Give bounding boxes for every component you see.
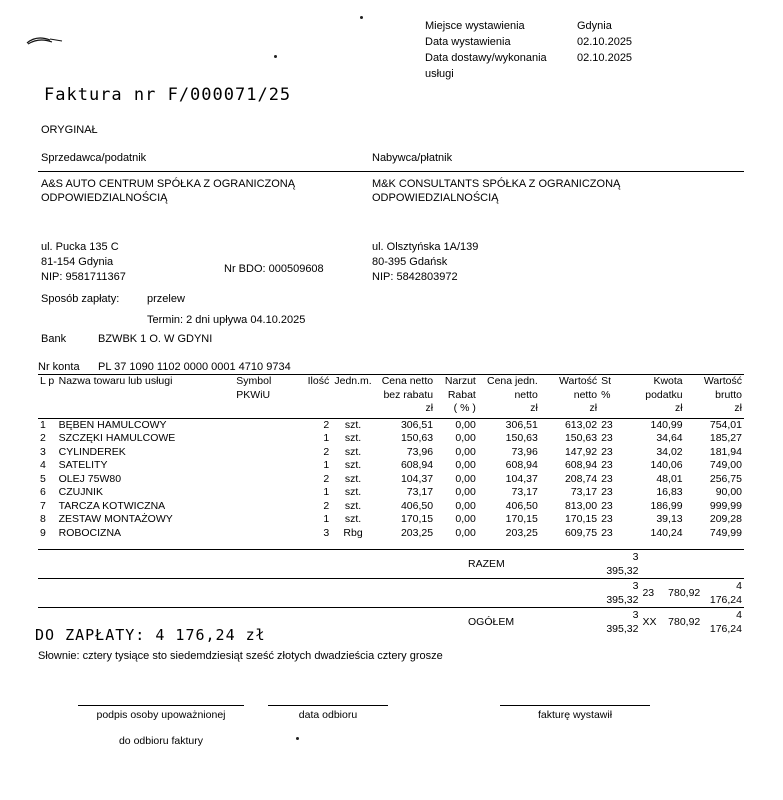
cell-lp: 9 — [40, 526, 46, 539]
seller-address — [41, 240, 126, 285]
cell-disc: 0,00 — [455, 459, 476, 471]
cell-pkwiu — [234, 446, 293, 460]
cell-disc: 0,00 — [455, 418, 476, 431]
summary-ogolem-gross: 4 176,24 — [702, 608, 744, 637]
cell-rate: 23 — [601, 445, 613, 458]
payment-term: Termin: 2 dni upływa 04.10.2025 — [147, 314, 306, 326]
summary-vat-rate: 23 — [640, 579, 661, 608]
ink-dot-icon — [274, 55, 277, 58]
meta-label-delivery-date: Data dostawy/wykonania usługi — [425, 52, 547, 80]
th-lp: L p — [38, 375, 57, 389]
th2-symbol: PKWiU — [236, 388, 271, 401]
cell-qty: 1 — [323, 432, 330, 444]
cell-net: 608,94 — [400, 459, 434, 471]
cell-net: 203,25 — [400, 526, 434, 539]
th2-unit-net: netto — [514, 388, 538, 401]
cell-net-u: 150,63 — [505, 432, 538, 444]
summary-row-razem — [38, 550, 744, 579]
cell-lp: 5 — [40, 472, 46, 485]
cell-name: ROBOCIZNA — [58, 526, 122, 539]
cell-val-net: 613,02 — [564, 418, 598, 431]
cell-net-u: 73,17 — [511, 486, 538, 498]
cell-rate: 23 — [601, 526, 613, 539]
cell-name: CZUJNIK — [58, 486, 103, 498]
table-row — [38, 473, 744, 487]
cell-val-net: 150,63 — [564, 432, 598, 444]
th-gross: Wartość — [685, 375, 744, 389]
cell-qty: 1 — [323, 513, 330, 525]
cell-tax: 39,13 — [656, 513, 683, 525]
table-row — [38, 513, 744, 527]
cell-name: SATELITY — [58, 459, 108, 471]
items-table — [38, 374, 744, 540]
table-header-row-1 — [38, 375, 744, 389]
table-row — [38, 486, 744, 500]
table-row — [38, 459, 744, 473]
buyer-heading: Nabywca/płatnik — [372, 152, 453, 164]
amount-due: DO ZAPŁATY: 4 176,24 zł — [35, 626, 266, 644]
cell-unit: szt. — [344, 418, 362, 431]
summary-label-vat — [38, 579, 599, 608]
payment-method-value: przelew — [147, 293, 185, 305]
th2-tax: podatku — [645, 388, 683, 401]
cell-net-u: 608,94 — [505, 459, 538, 471]
seller-street: ul. Pucka 135 C — [41, 241, 119, 253]
cell-name: TARCZA KOTWICZNA — [58, 499, 166, 512]
th3-tax: zł — [631, 402, 685, 418]
meta-label-place: Miejsce wystawienia — [425, 20, 525, 32]
summary-body — [38, 550, 744, 637]
cell-net-u: 73,96 — [511, 445, 538, 458]
th3-qty — [293, 402, 331, 418]
items-table-body — [38, 418, 744, 540]
cell-tax: 34,02 — [656, 445, 683, 458]
cell-disc: 0,00 — [455, 445, 476, 458]
cell-unit: Rbg — [343, 526, 363, 539]
summary-ogolem-tax: 780,92 — [662, 608, 702, 637]
cell-rate: 23 — [601, 472, 613, 485]
cell-disc: 0,00 — [455, 486, 476, 498]
signature-line-recipient: podpis osoby upoważnionej — [78, 705, 244, 721]
cell-gross: 749,00 — [709, 459, 742, 471]
amount-in-words: Słownie: cztery tysiące sto siedemdziesiąt sześć złotych dwadzieścia cztery grosze — [38, 650, 443, 662]
account-value: PL 37 1090 1102 0000 0001 4710 9734 — [98, 361, 291, 373]
cell-name: ZESTAW MONTAŻOWY — [58, 513, 173, 525]
cell-lp: 4 — [40, 459, 46, 471]
ink-dot-icon — [296, 737, 299, 740]
cell-net-u: 170,15 — [505, 513, 538, 525]
th2-unit — [331, 389, 375, 403]
cell-qty: 2 — [323, 472, 330, 485]
cell-net: 104,37 — [400, 472, 434, 485]
summary-vat-gross: 4 176,24 — [702, 579, 744, 608]
th-markup: Narzut — [435, 375, 478, 389]
buyer-city: 80-395 Gdańsk — [372, 256, 448, 268]
cell-lp: 8 — [40, 513, 46, 525]
cell-lp: 7 — [40, 499, 46, 512]
th-tax: Kwota — [631, 375, 685, 389]
cell-net: 306,51 — [400, 418, 434, 431]
cell-gross: 256,75 — [709, 472, 742, 485]
cell-qty: 1 — [323, 486, 330, 498]
cell-val-net: 73,17 — [570, 486, 598, 498]
cell-rate: 23 — [601, 499, 613, 512]
cell-tax: 140,24 — [650, 526, 683, 539]
cell-disc: 0,00 — [455, 432, 476, 444]
buyer-address — [372, 240, 478, 285]
cell-lp: 3 — [40, 445, 46, 458]
meta-row — [425, 18, 687, 34]
signature-line-date: data odbioru — [268, 705, 388, 721]
table-row — [38, 418, 744, 432]
th3-percent: ( % ) — [435, 402, 478, 418]
cell-qty: 2 — [323, 418, 330, 431]
th-net: Cena netto — [375, 375, 435, 389]
table-row — [38, 446, 744, 460]
cell-rate: 23 — [601, 486, 613, 498]
th-rate: St — [599, 375, 631, 389]
th3-val-net: zł — [540, 402, 599, 418]
cell-unit: szt. — [344, 486, 362, 498]
cell-pkwiu — [234, 473, 293, 487]
cell-name: CYLINDEREK — [58, 445, 126, 458]
th2-rebate: Rabat — [447, 388, 476, 401]
summary-vat-net: 3 395,32 — [599, 579, 641, 608]
cell-tax: 186,99 — [650, 499, 683, 512]
cell-net: 73,17 — [406, 486, 434, 498]
th-unit-net: Cena jedn. — [478, 375, 540, 389]
cell-gross: 749,99 — [709, 526, 742, 539]
cell-gross: 209,28 — [709, 513, 742, 525]
cell-unit: szt. — [344, 432, 362, 444]
page-title: Faktura nr F/000071/25 — [44, 85, 292, 105]
th2-lp — [38, 389, 57, 403]
th2-net: bez rabatu — [383, 388, 434, 401]
th3-rate — [599, 402, 631, 418]
summary-vat-tax: 780,92 — [662, 579, 702, 608]
summary-razem-net: 3 395,32 — [599, 550, 641, 579]
table-row — [38, 500, 744, 514]
cell-net-u: 306,51 — [505, 418, 538, 431]
th2-rate: % — [601, 388, 611, 401]
cell-val-net: 609,75 — [564, 526, 598, 539]
table-header-row-3 — [38, 402, 744, 418]
cell-unit: szt. — [344, 513, 362, 525]
meta-value-place: Gdynia — [577, 20, 612, 32]
th3-unit — [331, 402, 375, 418]
th2-val-net: netto — [573, 388, 598, 401]
cell-rate: 23 — [601, 418, 613, 431]
cell-pkwiu — [234, 432, 293, 446]
cell-val-net: 208,74 — [564, 472, 598, 485]
meta-row — [425, 50, 687, 82]
cell-disc: 0,00 — [455, 499, 476, 512]
seller-heading: Sprzedawca/podatnik — [41, 152, 147, 164]
cell-net: 170,15 — [400, 513, 434, 525]
meta-value-delivery-date: 02.10.2025 — [577, 52, 633, 64]
cell-name: SZCZĘKI HAMULCOWE — [58, 432, 176, 444]
copy-type-label: ORYGINAŁ — [41, 124, 98, 136]
summary-ogolem-net: 3 395,32 — [599, 608, 641, 637]
summary-ogolem-rate: XX — [640, 608, 661, 637]
cell-gross: 999,99 — [709, 499, 742, 512]
payment-method-label: Sposób zapłaty: — [41, 293, 120, 305]
cell-name: OLEJ 75W80 — [58, 472, 122, 485]
items-table-head — [38, 375, 744, 419]
signature-block-date — [268, 705, 388, 721]
summary-label-ogolem: OGÓŁEM — [38, 608, 599, 637]
cell-net: 150,63 — [400, 432, 434, 444]
signature-sub-recipient: do odbioru faktury — [118, 735, 204, 747]
summary-row-vat — [38, 579, 744, 608]
summary-table — [38, 549, 744, 636]
cell-pkwiu — [234, 500, 293, 514]
cell-disc: 0,00 — [455, 526, 476, 539]
cell-pkwiu — [234, 527, 293, 541]
seller-bdo: Nr BDO: 000509608 — [224, 263, 324, 275]
cell-lp: 1 — [40, 418, 46, 431]
cell-qty: 3 — [323, 526, 330, 539]
signature-line-issuer: fakturę wystawił — [500, 705, 650, 721]
cell-tax: 48,01 — [656, 472, 683, 485]
th3-lp — [38, 402, 57, 418]
cell-gross: 90,00 — [715, 486, 742, 498]
cell-gross: 185,27 — [709, 432, 742, 444]
cell-rate: 23 — [601, 432, 613, 444]
meta-value-issue-date: 02.10.2025 — [577, 36, 633, 48]
buyer-street: ul. Olsztyńska 1A/139 — [372, 241, 479, 253]
th-name: Nazwa towaru lub usługi — [57, 375, 235, 389]
cell-net-u: 104,37 — [505, 472, 538, 485]
meta-label-issue-date: Data wystawienia — [425, 36, 511, 48]
seller-city: 81-154 Gdynia — [41, 256, 114, 268]
th2-gross: brutto — [715, 388, 742, 401]
table-row — [38, 527, 744, 541]
cell-tax: 140,06 — [650, 459, 683, 471]
cell-pkwiu — [234, 513, 293, 527]
cell-qty: 1 — [323, 459, 330, 471]
th3-gross: zł — [685, 402, 744, 418]
bank-value: BZWBK 1 O. W GDYNI — [98, 333, 213, 345]
cell-pkwiu — [234, 459, 293, 473]
cell-rate: 23 — [601, 513, 613, 525]
cell-name: BĘBEN HAMULCOWY — [58, 418, 167, 431]
seller-name: A&S AUTO CENTRUM SPÓŁKA Z OGRANICZONĄ ODPOWIEDZIALNOŚCIĄ — [41, 178, 296, 204]
cell-unit: szt. — [344, 472, 362, 485]
signature-block-issuer — [500, 705, 650, 721]
cell-val-net: 608,94 — [564, 459, 598, 471]
cell-rate: 23 — [601, 459, 613, 471]
cell-val-net: 170,15 — [564, 513, 598, 525]
bank-label: Bank — [41, 333, 67, 345]
cell-disc: 0,00 — [455, 472, 476, 485]
cell-unit: szt. — [344, 445, 362, 458]
cell-qty: 2 — [323, 499, 330, 512]
seller-nip: NIP: 9581711367 — [41, 271, 126, 283]
cell-val-net: 147,92 — [564, 445, 598, 458]
th2-qty — [293, 389, 331, 403]
th3-name — [57, 402, 235, 418]
cell-lp: 2 — [40, 432, 46, 444]
cell-unit: szt. — [344, 459, 362, 471]
th-symbol: Symbol — [234, 375, 293, 389]
cell-gross: 181,94 — [709, 445, 742, 458]
account-label: Nr konta — [38, 361, 80, 373]
summary-label-razem: RAZEM — [38, 550, 599, 579]
cell-val-net: 813,00 — [564, 499, 598, 512]
buyer-name: M&K CONSULTANTS SPÓŁKA Z OGRANICZONĄ ODPOWIEDZIALNOŚCIĄ — [372, 178, 621, 204]
parties-divider — [38, 171, 744, 172]
th3-net-unit: zł — [375, 402, 435, 418]
cell-qty: 2 — [323, 445, 330, 458]
cell-lp: 6 — [40, 486, 46, 498]
cell-net: 73,96 — [406, 445, 434, 458]
cell-net-u: 203,25 — [505, 526, 538, 539]
buyer-nip: NIP: 5842803972 — [372, 271, 458, 283]
th-qty: Ilość — [293, 375, 331, 389]
cell-tax: 34,64 — [656, 432, 683, 444]
cell-unit: szt. — [344, 499, 362, 512]
cell-pkwiu — [234, 486, 293, 500]
ink-scribble-icon — [26, 36, 64, 46]
cell-net: 406,50 — [400, 499, 434, 512]
th3-symbol — [234, 402, 293, 418]
cell-tax: 140,99 — [650, 418, 683, 431]
signature-block-recipient — [78, 705, 244, 721]
meta-row — [425, 34, 687, 50]
cell-tax: 16,83 — [656, 486, 683, 498]
cell-net-u: 406,50 — [505, 499, 538, 512]
cell-pkwiu — [234, 418, 293, 432]
cell-disc: 0,00 — [455, 513, 476, 525]
ink-dot-icon — [360, 16, 363, 19]
th-unit: Jedn.m. — [331, 375, 375, 389]
th3-unit-net: zł — [478, 402, 540, 418]
th2-name — [57, 389, 235, 403]
table-header-row-2 — [38, 389, 744, 403]
th-val-net: Wartość — [540, 375, 599, 389]
cell-gross: 754,01 — [709, 418, 742, 431]
table-row — [38, 432, 744, 446]
header-meta — [425, 18, 687, 82]
